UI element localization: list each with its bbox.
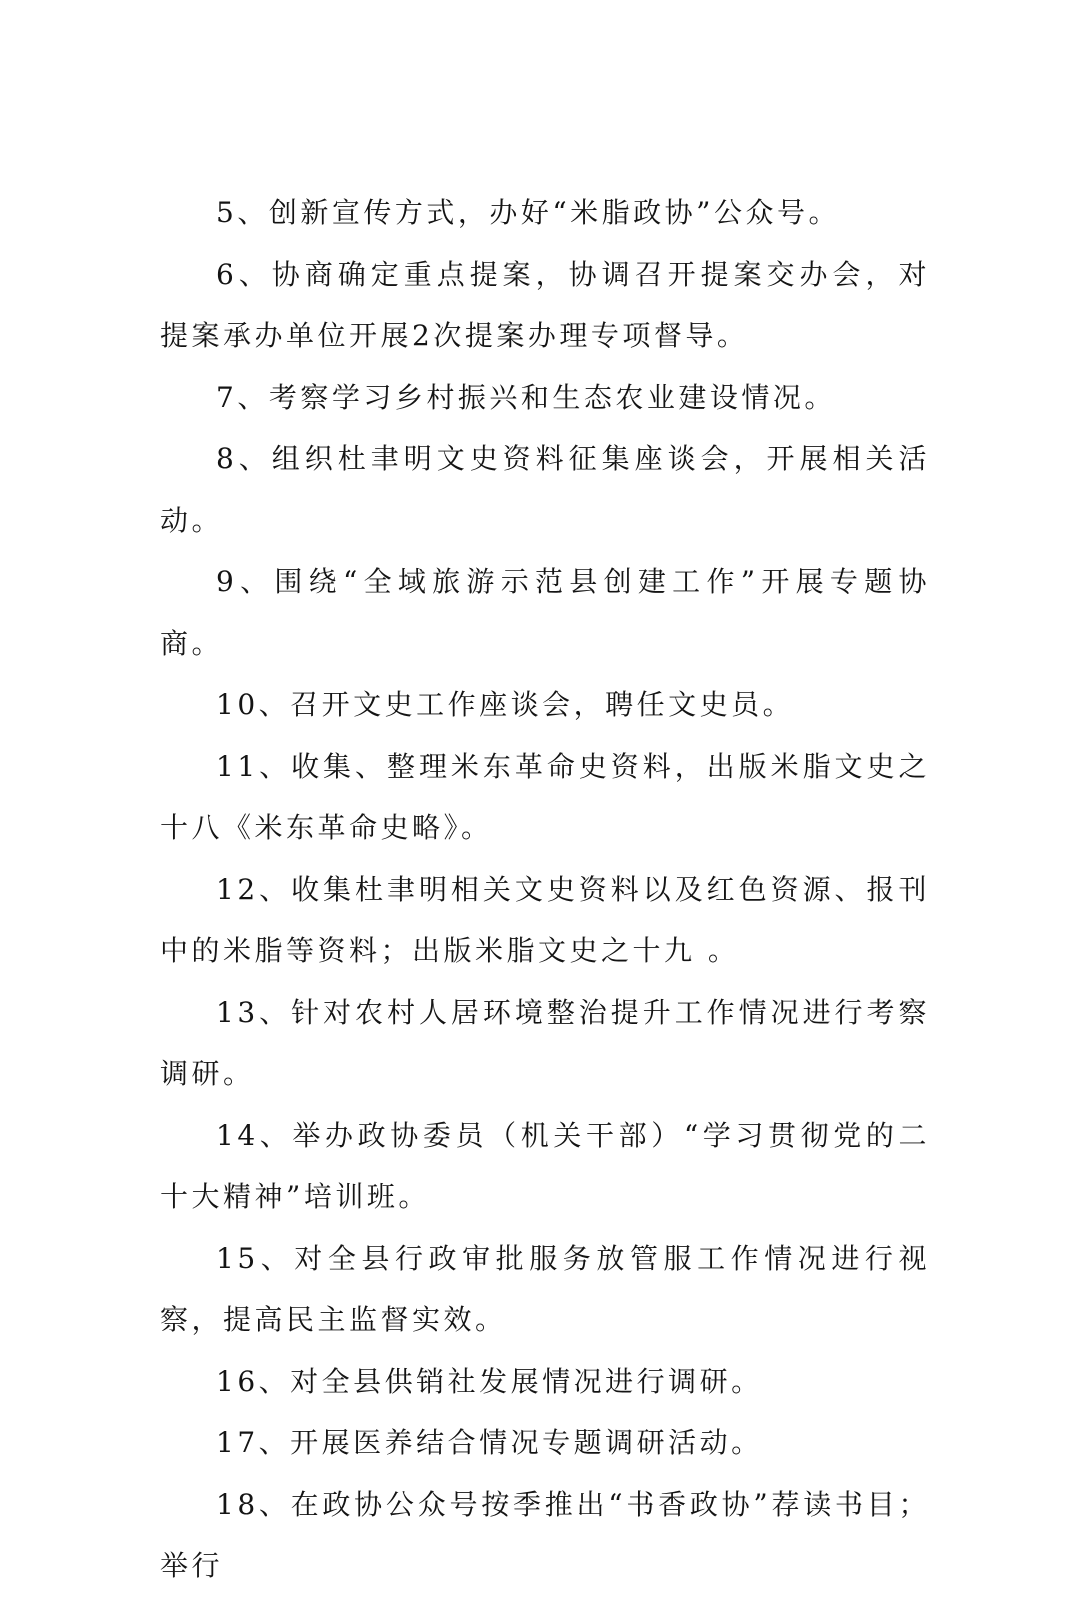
paragraph-item-12: 12、收集杜聿明相关文史资料以及红色资源、报刊中的米脂等资料；出版米脂文史之十九 。 bbox=[160, 872, 930, 967]
paragraph-item-15: 15、对全县行政审批服务放管服工作情况进行视察，提高民主监督实效。 bbox=[160, 1241, 930, 1336]
paragraph-item-18: 18、在政协公众号按季推出“书香政协”荐读书目；举行 bbox=[160, 1487, 930, 1582]
paragraph-item-8: 8、组织杜聿明文史资料征集座谈会，开展相关活动。 bbox=[160, 442, 930, 537]
paragraph-item-16: 16、对全县供销社发展情况进行调研。 bbox=[216, 1364, 763, 1398]
document-body bbox=[160, 182, 930, 1597]
paragraph-item-17: 17、开展医养结合情况专题调研活动。 bbox=[216, 1426, 763, 1459]
paragraph-item-5: 5、创新宣传方式，办好“米脂政协”公众号。 bbox=[216, 196, 840, 229]
paragraph-item-13: 13、针对农村人居环境整治提升工作情况进行考察调研。 bbox=[160, 995, 930, 1090]
paragraph-item-9: 9、围绕“全域旅游示范县创建工作”开展专题协商。 bbox=[160, 565, 930, 660]
paragraph-item-11: 11、收集、整理米东革命史资料，出版米脂文史之十八《米东革命史略》。 bbox=[160, 749, 930, 844]
paragraph-item-7: 7、考察学习乡村振兴和生态农业建设情况。 bbox=[216, 380, 836, 414]
paragraph-item-10: 10、召开文史工作座谈会，聘任文史员。 bbox=[216, 688, 795, 721]
paragraph-item-6: 6、协商确定重点提案，协调召开提案交办会，对提案承办单位开展2次提案办理专项督导。 bbox=[160, 257, 930, 352]
paragraph-item-14: 14、举办政协委员（机关干部）“学习贯彻党的二十大精神”培训班。 bbox=[160, 1118, 930, 1213]
